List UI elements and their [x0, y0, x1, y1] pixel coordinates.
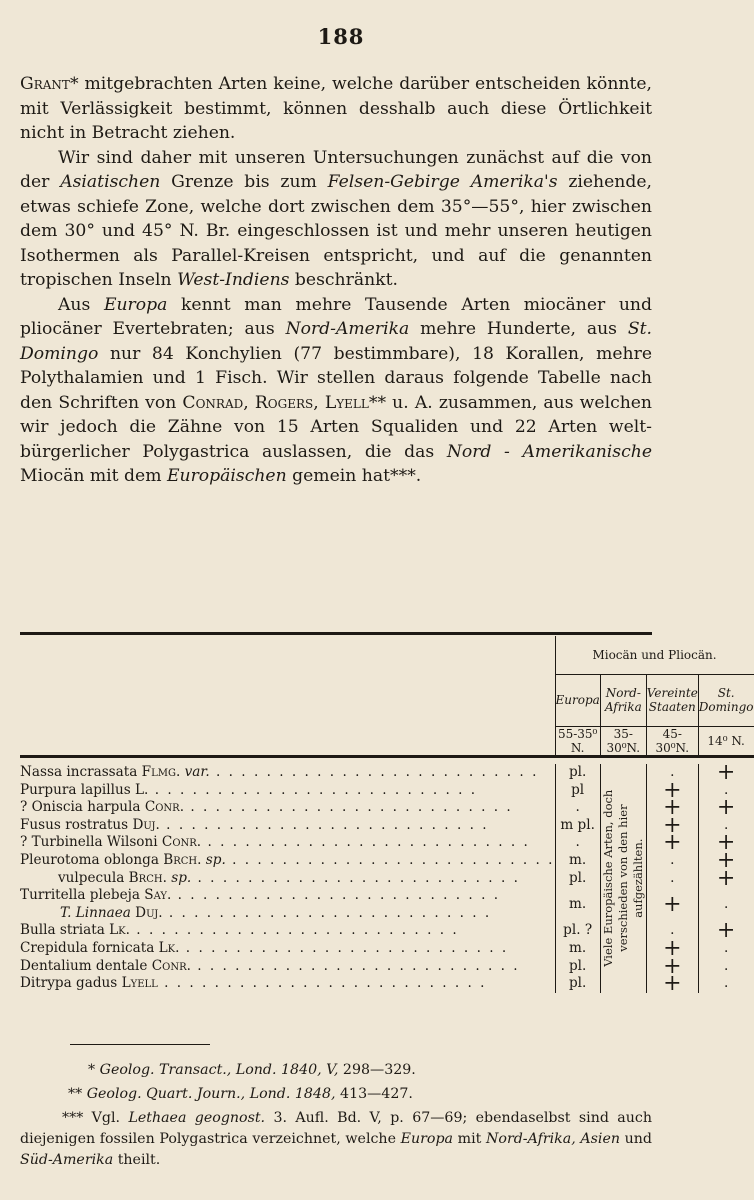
cell-st-domingo: + [698, 799, 753, 817]
species-name: T. Linnaea Duj. . . . . . . . . . . . . . . . . . . . . . . . . . . [60, 904, 492, 921]
cell-st-domingo: . [698, 887, 753, 922]
species-name: vulpecula Brch. sp. . . . . . . . . . . . . . . . . . . . . . . . . . . [58, 869, 520, 886]
species-name: ? Oniscia harpula Conr. . . . . . . . . . . . . . . . . . . . . . . . . . . [20, 799, 513, 816]
small-caps-name: Conrad [182, 392, 244, 413]
col-header-europa: Europa [555, 674, 600, 726]
cell-europa: . [555, 834, 600, 852]
text-run: theilt. [113, 1152, 161, 1168]
species-name: Fusus rostratus Duj. . . . . . . . . . . . . . . . . . . . . . . . . . . [20, 816, 489, 833]
cell-vereinte-staaten: . [646, 852, 698, 870]
text-run: Wir sind daher mit unseren Untersuchungen zunächst auf die von der [20, 147, 652, 192]
footnote-2 [68, 1084, 648, 1105]
cell-vereinte-staaten: + [646, 817, 698, 835]
italic-text: Nord-Amerika [285, 319, 410, 339]
cell-vereinte-staaten: . [646, 764, 698, 782]
col-header-vereinte-staaten: Vereinte Staaten [646, 674, 698, 726]
cell-vereinte-staaten: + [646, 887, 698, 922]
text-run: mehre Hunderte, aus [409, 319, 628, 339]
species-name: Turritella plebeja Say. . . . . . . . . . . . . . . . . . . . . . . . . . . [20, 887, 501, 904]
cell-europa: . [555, 799, 600, 817]
cell-vereinte-staaten: + [646, 799, 698, 817]
species-name: Dentalium dentale Conr. . . . . . . . . . . . . . . . . . . . . . . . . . . [20, 957, 520, 974]
cell-st-domingo: + [698, 870, 753, 888]
body-text [20, 72, 652, 489]
text-run: 3. Aufl. Bd. V, p. 67—69; ebendaselbst sind auch diejenigen fossilen Polygastrica verzeichnet, welche [20, 1110, 652, 1147]
cell-st-domingo: . [698, 940, 753, 958]
italic-text: Europa [400, 1131, 453, 1147]
page-number: 188 [317, 24, 365, 49]
species-name: Purpura lapillus L. . . . . . . . . . . . . . . . . . . . . . . . . . . [20, 781, 478, 798]
text-run: , [313, 392, 325, 413]
text-run: *** Vgl. [62, 1110, 129, 1126]
text-run: gemein hat***. [286, 466, 422, 486]
text-run: mit [452, 1131, 486, 1147]
text-run: ** u. A. zusammen, aus welchen wir jedoch die Zähne von 15 Arten Squaliden und 22 Arten welt-bürgerlicher Polygastrica auslassen, die das [20, 392, 652, 462]
col-lat-europa: 55-35⁰ N. [555, 726, 600, 756]
cell-st-domingo: + [698, 852, 753, 870]
cell-vereinte-staaten: + [646, 958, 698, 976]
cell-europa: m pl. [555, 817, 600, 835]
text-run: , [243, 392, 255, 413]
cell-vereinte-staaten: + [646, 782, 698, 800]
nord-afrika-note: Viele Europäische Arten, doch verschieden von den hier aufgezählten. [600, 764, 646, 993]
text-run: 413—427. [335, 1086, 413, 1102]
text-run: Aus [58, 294, 104, 315]
table-stub [20, 636, 555, 756]
footnote-rule [70, 1044, 210, 1045]
cell-st-domingo: + [698, 834, 753, 852]
small-caps-name: Lyell [324, 392, 369, 413]
col-lat-nord-afrika: 35-30⁰N. [600, 726, 646, 756]
text-run: und [619, 1131, 652, 1147]
cell-europa: m. [555, 852, 600, 870]
paragraph [20, 146, 652, 293]
cell-st-domingo: + [698, 764, 753, 782]
text-run: ** [68, 1086, 87, 1102]
italic-text: Nord - Amerikanische [446, 441, 652, 462]
species-name: Nassa incrassata Flmg. var. . . . . . . . . . . . . . . . . . . . . . . . . . . [20, 764, 539, 780]
cell-europa: pl [555, 782, 600, 800]
paragraph [20, 293, 652, 489]
species-name: ? Turbinella Wilsoni Conr. . . . . . . . . . . . . . . . . . . . . . . . . . . [20, 834, 530, 851]
cell-europa: m. [555, 940, 600, 958]
italic-text: Europa [103, 294, 168, 315]
species-name: Bulla striata Lk. . . . . . . . . . . . . . . . . . . . . . . . . . . [20, 922, 459, 939]
col-lat-st-domingo: 14⁰ N. [698, 726, 753, 756]
text-run: * mitgebrachten Arten keine, welche darüber entscheiden könnte, mit Verlässigkeit bestimmt, können desshalb auch diese Örtlichkeit nicht in Betracht ziehen. [20, 74, 652, 143]
cell-europa: pl. [555, 870, 600, 888]
cell-europa: pl. ? [555, 922, 600, 940]
table-top-rule [20, 632, 652, 635]
cell-europa: pl. [555, 975, 600, 993]
italic-text: West-Indiens [177, 270, 290, 290]
species-name: Ditrypa gadus Lyell . . . . . . . . . . . . . . . . . . . . . . . . . . [20, 975, 487, 992]
table-row [20, 764, 754, 782]
cell-vereinte-staaten: . [646, 922, 698, 940]
text-run: Miocän mit dem [20, 466, 167, 486]
text-run: Grenze bis zum [160, 172, 328, 192]
footnote-1 [88, 1060, 648, 1081]
italic-text: Süd-Amerika [20, 1152, 114, 1168]
italic-text: Nord-Afrika, Asien [485, 1131, 620, 1147]
text-run: * [88, 1062, 100, 1078]
text-run: kennt man mehre Tausende Arten miocäner und pliocäner Evertebraten; aus [20, 294, 652, 339]
text-run: nur 84 Konchylien (77 bestimmbare), 18 Korallen, mehre Polythalamien und 1 Fisch. Wir stellen daraus folgende Tabelle nach den Schriften von [20, 343, 652, 413]
cell-europa: pl. [555, 958, 600, 976]
cell-st-domingo: . [698, 958, 753, 976]
species-name: Pleurotoma oblonga Brch. sp. . . . . . . . . . . . . . . . . . . . . . . . . . . [20, 851, 555, 868]
cell-europa: pl. [555, 764, 600, 782]
paragraph [20, 72, 652, 146]
species-name: Crepidula fornicata Lk. . . . . . . . . . . . . . . . . . . . . . . . . . . [20, 939, 509, 956]
small-caps-name: Rogers [254, 392, 314, 413]
footnote-3 [20, 1108, 652, 1171]
cell-st-domingo: + [698, 922, 753, 940]
text-run: beschränkt. [289, 270, 398, 290]
cell-vereinte-staaten: + [646, 975, 698, 993]
cell-europa: m. [555, 887, 600, 922]
cell-vereinte-staaten: . [646, 870, 698, 888]
cell-st-domingo: . [698, 782, 753, 800]
col-header-st-domingo: St. Domingo [698, 674, 753, 726]
italic-text: Geolog. Transact., Lond. 1840, V, [99, 1062, 339, 1078]
italic-text: Lethaea geognost. [128, 1110, 266, 1126]
cell-st-domingo: . [698, 975, 753, 993]
text-run: 298—329. [338, 1062, 416, 1078]
group-header: Miocän und Pliocän. [555, 636, 754, 674]
cell-vereinte-staaten: + [646, 834, 698, 852]
text-run: ziehende, etwas schiefe Zone, welche dort zwischen dem 35°—55°, hier zwischen dem 30° und 45° N. Br. eingeschlossen ist und mehr unseren heutigen Isothermen als Parallel-Kreisen entspricht, und auf die genannten tropischen Inseln [20, 172, 652, 290]
italic-text: Europäischen [166, 466, 287, 486]
col-lat-vereinte-staaten: 45-30⁰N. [646, 726, 698, 756]
cell-vereinte-staaten: + [646, 940, 698, 958]
col-header-nord-afrika: Nord-Afrika [600, 674, 646, 726]
species-table [20, 636, 754, 997]
cell-st-domingo: . [698, 817, 753, 835]
italic-text: St. Domingo [20, 319, 653, 364]
italic-text: Felsen-Gebirge Amerika's [327, 172, 558, 192]
italic-text: Geolog. Quart. Journ., Lond. 1848, [86, 1086, 336, 1102]
small-caps-name: Grant [20, 74, 70, 94]
italic-text: Asiatischen [60, 172, 161, 192]
